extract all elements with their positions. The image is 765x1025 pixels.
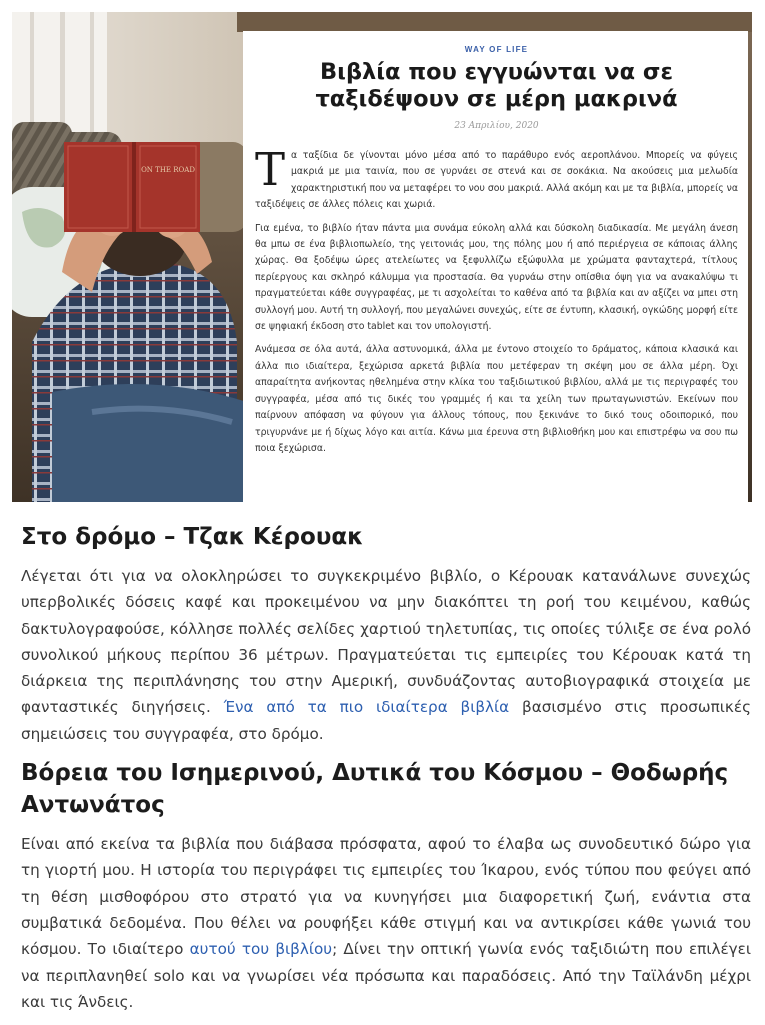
paragraph-text: βασισμένο στις προσωπικές σημειώσεις του συγγραφέα, στο δρόμο. <box>21 698 751 743</box>
section-heading: Στο δρόμο – Τζακ Κέρουακ <box>21 524 364 550</box>
intro-paragraph <box>255 143 738 214</box>
paragraph-text: ; Δίνει την οπτική γωνία ενός ταξιδιώτη που επιλέγει να περιπλανηθεί solo και να γνωρίσει νέα πρόσωπα και παραδόσεις. Από την Ταϊλάνδη μέχρι και τις Άνδεις. <box>21 940 751 1011</box>
intro-text: α ταξίδια δε γίνονται μόνο μέσα από το παράθυρο ενός αεροπλάνου. Μπορείς να φύγεις μακριά με μια ταινία, που σε γυρνάει σε στενά και σε σοκάκια. Να ακούσεις μια μελωδία χαρακτηριστική που να μεταφέρει το νου σου μακριά. Αλλά ακόμη και με τα βιβλία, μπορείς να ταξιδέψεις σε άλλες πόλεις και χωριά. <box>255 150 738 211</box>
article-title: Βιβλία που εγγυώνται να σε ταξιδέψουν σε μέρη μακρινά <box>315 59 678 112</box>
section-paragraph <box>21 831 751 1015</box>
drop-cap: Τ <box>255 143 286 196</box>
article-body <box>21 521 751 1025</box>
book-link[interactable]: Ένα από τα πιο ιδιαίτερα βιβλία <box>223 698 510 717</box>
category-link[interactable]: WAY OF LIFE <box>464 45 529 54</box>
paragraph-text: Είναι από εκείνα τα βιβλία που διάβασα πρόσφατα, αφού το έλαβα ως συνοδευτικό δώρο για τη γιορτή μου. Η ιστορία του περιγράφει τις εμπειρίες του Ίκαρου, ενός τύπου που φεύγει από τη θέση μισθοφόρου στο στρατό για να κυνηγήσει μια διαφορετική ζωή, ενάντια στα συμβατικά δεδομένα. Που θέλει να ρουφήξει κάθε στιγμή και να αντικρίσει κάθε γωνιά του κόσμου. Το ιδιαίτερο <box>21 835 751 959</box>
paragraph-text: Λέγεται ότι για να ολοκληρώσει το συγκεκριμένο βιβλίο, ο Κέρουακ κατανάλωνε συνεχώς υπερβολικές δόσεις καφέ και προκειμένου να μην διακόπτει τη ροή του κειμένου, καθώς δακτυλογραφούσε, κόλλησε πολλές σελίδες χαρτιού τηλετυπίας, τις οποίες τύλιξε σε ένα ρολό συνολικού μήκους περίπου 36 μέτρων. Πραγματεύεται τις εμπειρίες του Κέρουακ κατά τη διάρκεια της περιπλάνησης του στην Αμερική, συνδυάζοντας αυτοβιογραφικά στοιχεία με φανταστικές διηγήσεις. <box>21 567 751 717</box>
publish-date: 23 Απριλίου, 2020 <box>454 121 539 131</box>
book-cover-text: ON THE ROAD <box>141 166 195 174</box>
section-paragraph <box>21 563 751 747</box>
section-heading: Βόρεια του Ισημερινού, Δυτικά του Κόσμου – Θοδωρής Αντωνάτος <box>21 760 729 819</box>
book-link[interactable]: αυτού του βιβλίου <box>189 940 333 959</box>
hero-section <box>12 12 752 502</box>
intro-paragraph-2: Για εμένα, το βιβλίο ήταν πάντα μια συνάμα εύκολη αλλά και δύσκολη διαδικασία. Με μεγάλη άνεση θα μπω σε ένα βιβλιοπωλείο, της γειτονιάς μου, της πόλης μου ή από περιέργεια σε κάποιας άλλης χώρας. Θα ξοδέψω ώρες ατελείωτες να ξεφυλλίζω εξώφυλλα με χρώματα φανταχτερά, τίτλους περίεργους και σκληρό κάλυμμα για προστασία. Θα γυρνάω στην οπίσθια όψη για να ανακαλύψω τι πραγματεύεται κάθε συγγραφέας, με τι ασχολείται το καθένα από τα βιβλία και αν αξίζει να μπει στη συλλογή μου. Αυτή τη συλλογή, που μεγαλώνει συνεχώς, είτε σε έντυπη, κλασική, ογκώδης μορφή είτε σε ψηφιακή έκδοση στο tablet και τον υπολογιστή. <box>255 222 738 333</box>
hero-card <box>243 31 748 502</box>
intro-paragraph-3: Ανάμεσα σε όλα αυτά, άλλα αστυνομικά, άλλα με έντονο στοιχείο το δράματος, κάποια κλασικά και άλλα πιο ιδιαίτερα, ξεχώρισα αρκετά βιβλία που μετέφεραν τη σκέψη μου σε άλλα μέρη. Όχι απαραίτητα ανήκοντας ηθελημένα στην κλίκα του ταξιδιωτικού βιβλίου, αλλά με τις περιγραφές του συγγραφέα, μέσα από τις δικές του γραμμές ή και τα χείλη των πρωταγωνιστών. Εκείνων που παίρνουν απόφαση να φύγουν για άλλους τόπους, που ξεκινάνε το δικό τους οδοιπορικό, που τριγυρνάνε με ή δίχως λόγο και αιτία. Κάνω μια έρευνα στη βιβλιοθήκη μου και επιστρέφω να σου πω ποια ξεχώρισα. <box>255 344 738 454</box>
